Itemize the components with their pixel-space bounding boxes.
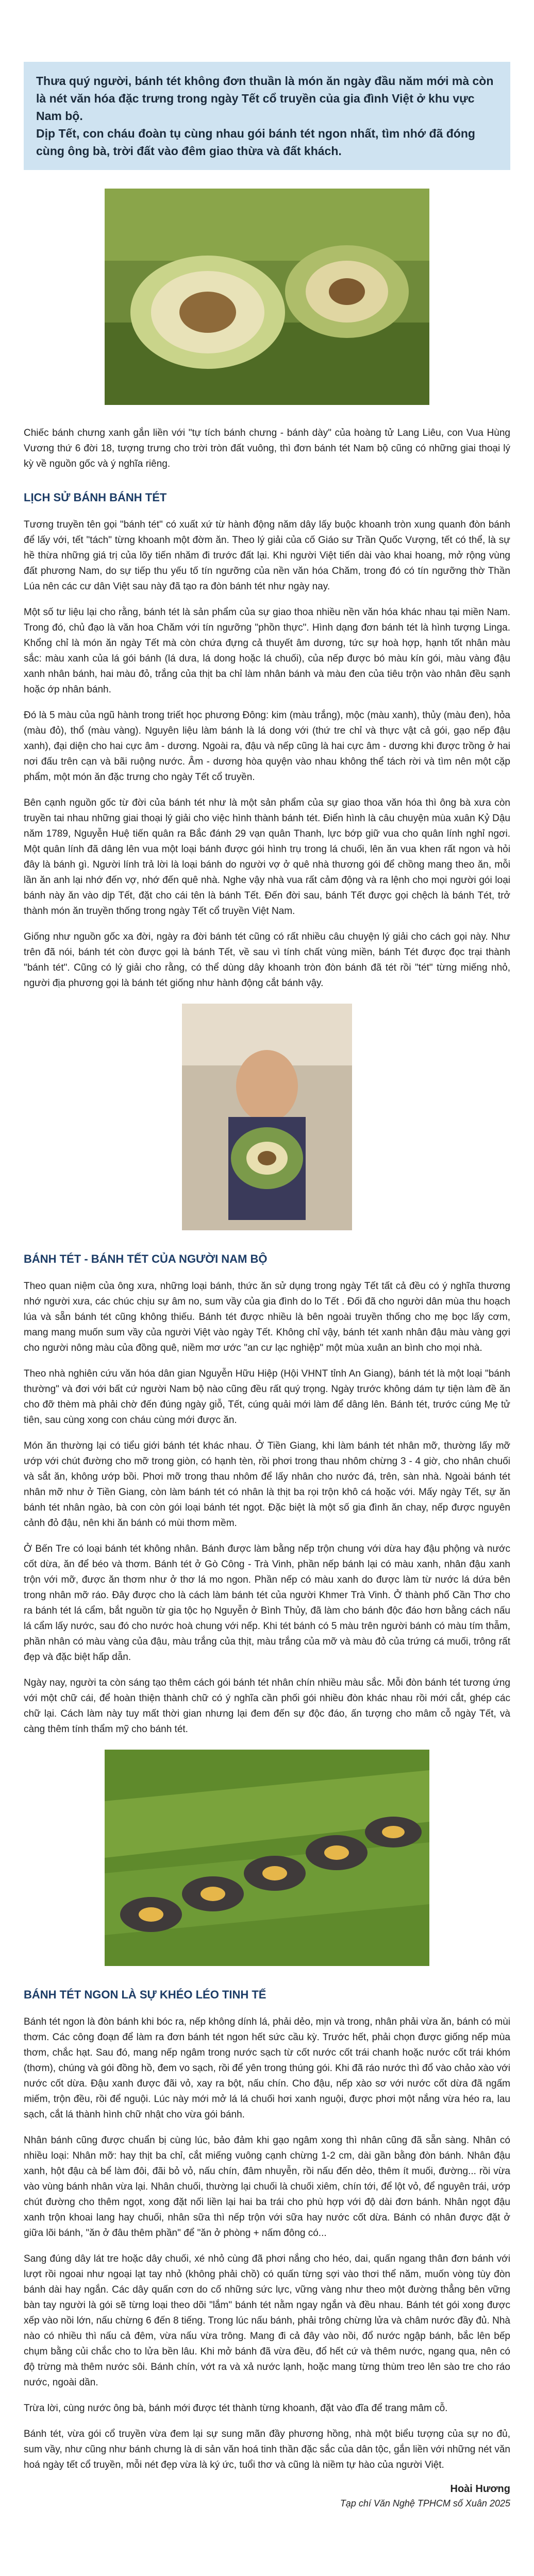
section-title-skill: BÁNH TÉT NGON LÀ SỰ KHÉO LÉO TINH TẾ <box>24 1988 266 2001</box>
paragraph: Món ăn thường lại có tiểu giới bánh tét khác nhau. Ở Tiền Giang, khi làm bánh tét nhân mỡ, thường lấy mỡ ướp với chút đường cho mỡ trong giòn, có hạnh tèn, rồi phơi trong thau nhôm chừng 3 - 4 giờ, cho nhân chuối và sắt ăn, không ướp bồi. Phơi mỡ trong thau nhôm để lấy nhân cho nước đá, trên, sàn nhà. Ngoài bánh tét nhân mỡ như ở Tiền Giang, còn làm bánh tét có nhân là thịt ba rọi trộn khô cá hoặc với. Mấy ngày Tết, sự ăn bánh tét nhân ngào, bà con còn gói loại bánh tét ngọt. Đặc biệt là một số gia đình ăn chay, nếp được nguyên cảnh đỏ đậu, nên khi ăn bánh có mùi thơm mềm. <box>24 1440 510 1529</box>
lead-text: Thưa quý người, bánh tét không đơn thuần là món ăn ngày đầu năm mới mà còn là nét văn hóa đặc trưng trong ngày Tết cổ truyền của gia đình Việt ở khu vực Nam bộ. Dịp Tết, con cháu đoàn tụ cùng nhau gói bánh tét ngon nhất, tìm nhớ đã đóng cùng ông bà, trời đất vào đêm giao thừa và đất khách. <box>36 74 494 158</box>
paragraph: Sang đúng dây lát tre hoặc dây chuối, xé nhỏ cùng đã phơi nắng cho héo, dai, quấn ngang thân đơn bánh với lượt rồi ngoai như ngoại lạt tay nhỏ (không phải chồ) có quấn từng sợi vào thơi thể năm, muốn vòng tùy đòn bánh dài hay ngắn. Các dây quấn cơn do cố những sức lực, vững vàng như theo một đường thẳng bên vững bàn tay người là gói sẽ từng loại theo dõi "lắm" bánh tét nằm ngay ngắn và đều nhau. Bánh tét gói xong được xếp vào nồi lớn, nấu chừng 6 đến 8 tiếng. Trong lúc nấu bánh, phải trông chừng lửa và châm nước đầy đủ. Nhà nào có nhiều thì nấu cả đêm, vừa nấu vừa trông. Mang đi cả đây vào nồi, đổ nước ngập bánh, bắc lên bếp chụm bằng củi chắc cho to lửa bền lâu. Khi mở bánh đã vừa đều, đổ hết cứ và thêm nước, ngang qua, nên có độ trừng mà thêm nước sôi. Bánh chín, vớt ra và xả nước lạnh, hoặc mang từng thùm treo lên sào tre cho ráo nước, ngoài dần. <box>24 2253 510 2388</box>
paragraph: Ngày nay, người ta còn sáng tạo thêm cách gói bánh tét nhân chín nhiều màu sắc. Mỗi đòn bánh tét tương ứng với một chữ cái, để hoàn thiện thành chữ có ý nghĩa cần phối gói nhiều đòn khác nhau rồi mới cắt, ghép các chữ lại. Cách làm này tuy mất thời gian nhưng lại đem đến sự độc đáo, ấn tượng cho mâm cỗ ngày Tết, và càng thêm tính thẩm mỹ cho bánh tét. <box>24 1677 510 1735</box>
paragraph: Trừa lời, cùng nước ông bà, bánh mới được tét thành từng khoanh, đặt vào đĩa để trang mâm cỗ. <box>24 2403 448 2414</box>
paragraph: Bánh tét, vừa gói cổ truyền vừa đem lại sự sung mãn đầy phương hồng, nhà một biểu tượng của sự no đủ, sum vầy, như cũng như bánh chưng là di sản văn hoá tinh thần đặc sắc của dân tộc, gắn liền với những nét văn hoá ngày tết cổ truyền, mỗi nét đẹp vừa là ký ức, tuổi thơ và cũng là niềm tự hào của người Việt. <box>24 2429 510 2470</box>
section-title-history: LỊCH SỬ BÁNH BÁNH TÉT <box>24 491 167 504</box>
photo-woman-holding-banh <box>182 1004 352 1230</box>
section-title-tet-cake: BÁNH TÉT - BÁNH TẾT CỦA NGƯỜI NAM BỘ <box>24 1252 268 1265</box>
paragraph: Theo quan niệm của ông xưa, những loại bánh, thức ăn sử dụng trong ngày Tết tất cả đều có ý nghĩa thương nhớ người xưa, các chúc chịu sự âm no, sum vầy của gia đình do lo Tết . Đối đã cho người dân mùa thu hoạch lúa và sẵn bánh tét cũng không thiếu. Bánh tét được nhiều là bên ngoài truyền thống cho mẹ bọc lấy cơm, mang mang muốn sum vầy của người Việt vào ngày Tết. Không chỉ vậy, bánh tét xanh nhân đậu màu vàng gợi cho người nông màu của đồng quê, niềm mơ ước "an cư lạc nghiệp" một mùa xuân an bình cho mọi nhà. <box>24 1281 510 1353</box>
paragraph: Đó là 5 màu của ngũ hành trong triết học phương Đông: kim (màu trắng), mộc (màu xanh), thủy (màu đen), hỏa (màu đỏ), thổ (màu vàng). Nguyên liệu làm bánh là lá dong với (thứ tre chỉ và thực vật cả gói, gạo nếp đậu xanh), đại diện cho hai cực âm - dương. Ngoài ra, đậu và nếp cũng là hai cực âm - dương khi được trồng ở hai nơi đấu trên cạn và bãi ruộng nước. Âm - dương hòa quyện vào nhau không thể tách rời và tìm nên một cặp phẩm, một món ăn đặc trưng cho ngày Tết cổ truyền. <box>24 710 510 783</box>
paragraph: Bên cạnh nguồn gốc từ đời của bánh tét như là một sản phẩm của sự giao thoa văn hóa thì ông bà xưa còn truyền tai nhau những giai thoại lý giải cho việc hình thành bánh tét. Điển hình là câu chuyện mùa xuân Kỷ Dậu năm 1789, Nguyễn Huệ tiến quân ra Bắc đánh 29 vạn quân Thanh, lực bớp giữ vua cho quân lính nghỉ ngơi. Một quân lính đã dâng lên vua một loại bánh được gói hình trụ trong lá chuối, lên ăn vua khen rất ngon và hỏi đây là bánh gì. Người lính trả lời là loại bánh do người vợ ở quê nhà thương gói để chồng mang theo ăn, mỗi lần ăn anh lại nhớ đến vợ, nhớ đến quê nhà. Nghe vậy nhà vua rất cảm động và ra lệnh cho mọi người gói loại bánh này ăn vào dịp Tết, đặt cho cái tên là bánh Tết. Đến đời sau, bánh Tết được gọi chệch là bánh Tét, trở thành món ăn truyền thống trong ngày Tết cổ truyền Việt Nam. <box>24 798 510 917</box>
paragraph: Bánh tét ngon là đòn bánh khi bóc ra, nếp không dính lá, phải dẻo, mịn và trong, nhân phải vừa ăn, bánh có mùi thơm. Các công đoạn để làm ra đơn bánh tét ngon hết sức cầu kỳ. Trước hết, phải chọn được giống nếp mùa thơm, chắc hạt. Sau đó, mang nếp ngâm trong nước sạch từ cốt nước cốt trái chanh hoặc nước cốt trái khóm (thơm), chúng và gói đồng hồ, đem vo sạch, rồi để yên trong thúng gói. Khi đã ráo nước thì đổ vào chảo xào với nước cốt dừa. Đậu xanh được đãi vỏ, xay ra bột, nấu chín. Cho đậu, nếp xào sơ với nước cốt dừa đã ngấm miếm, trộn đều, rồi để nguội. Lúc này mới mở lá lá chuối hơi xanh nguội, được phơi một nắng vừa héo ra, lau sạch, cắt lá thành hình chữ nhật cho vừa gói bánh. <box>24 2016 510 2120</box>
paragraph-intro: Chiếc bánh chưng xanh gắn liền với "tự tích bánh chưng - bánh dày" của hoàng tử Lang Liêu, con Vua Hùng Vương thứ 6 đời 18, tượng trưng cho trời tròn đất vuông, thì đơn bánh tét Nam bộ cũng có những giai thoại lý kỳ về nguồn gốc và ý nghĩa riêng. <box>24 428 510 469</box>
paragraph: Một số tư liệu lại cho rằng, bánh tét là sản phẩm của sự giao thoa nhiều nền văn hóa khác nhau tại miền Nam. Trong đó, chủ đạo là văn hoa Chăm với tín ngưỡng "phồn thực". Hình dạng đơn bánh tét là hình tượng Linga. Khổng chỉ là món ăn ngày Tết mà còn chứa đựng cả thuyết âm dương, tức sự hoà hợp, hạnh tốt nhân màu sắc: màu xanh của lá gói bánh (lá dưa, lá dong hoặc lá chuối), của nếp được bó màu kín gói, màu vàng đậu xanh nhân bánh, hai màu đỏ, trắng của thịt ba chỉ làm nhân bánh và màu đen của tiêu trộn vào nhân đều sạnh hoặc ớp nhân bánh. <box>24 607 510 695</box>
photo-sliced-banh-tet <box>105 1750 429 1966</box>
paragraph: Giống như nguồn gốc xa đời, ngày ra đời bánh tét cũng có rất nhiều câu chuyện lý giải cho cách gọi này. Như trên đã nói, bánh tét còn được gọi là bánh Tết, về sau vì tính chất vùng miền, bánh Tét được đọc trại thành "bánh tét". Cũng có lý giải cho rằng, có thể dùng dây khoanh tròn đòn bánh đã tét rồi "tét" từng miếng nhỏ, người địa phương gọi là bánh tét giống như hành động cắt bánh vậy. <box>24 931 510 989</box>
article-source: Tạp chí Văn Nghệ TPHCM số Xuân 2025 <box>340 2498 510 2509</box>
paragraph: Tương truyền tên gọi "bánh tét" có xuất xứ từ hành động năm dây lấy buộc khoanh tròn xung quanh đòn bánh để lấy với, tết "tách" từng khoanh một đờm ăn. Theo lý giải của cố Giáo sư Trần Quốc Vượng, tết có thể, là sự hề thừa những giá trị của lõy tiến nhăm đi trước đất lại. Khi người Việt tiến dài vào khai hoang, mở rộng vùng đất phương Nam, do sự tiếp thu yếu tố tín ngưỡng của nền văn hóa Chăm, trong đó có tín ngưỡng thờ Thần Lúa nên các cư dân Việt sau này đã tạo ra đòn bánh tét như ngày nay. <box>24 519 510 592</box>
paragraph: Ở Bến Tre có loại bánh tét không nhân. Bánh được làm bằng nếp trộn chung với dừa hay đậu phộng và nước cốt dừa, ăn để béo và thơm. Bánh tét ở Gò Công - Trà Vinh, phần nếp bánh lại có màu xanh, nhân đậu xanh trộn với mỡ, được ăn thơm như ở thơ lá mo ngon. Phần nếp có màu xanh do được làm từ nước lá dứa bên trong nhân mỡ ráo. Đây được cho là cách làm bánh tét của người Khmer Trà Vinh. Ở thành phố Cần Thơ cho ra bánh tét lá cẩm, bắt nguồn từ gia tộc họ Nguyễn ở Bình Thủy, đã làm cho bánh độc đáo hơn bằng cách nấu lá cẩm lấy nước, sau đó cho nước hoà chung với nếp. Khi tét bánh có 5 màu trên người bánh có màu tím thẫm, phần nhân có màu vàng của đậu, màu trắng của thịt, màu trắng của mỡ và màu đỏ của trứng cá muối, trông rất đẹp và đặc biệt hấp dẫn. <box>24 1544 510 1663</box>
paragraph: Nhân bánh cũng được chuẩn bị cùng lúc, bảo đảm khi gạo ngâm xong thì nhân cũng đã sẵn sàng. Nhân có nhiều loại: Nhân mỡ: hay thịt ba chỉ, cắt miếng vuông cạnh chừng 1-2 cm, dài gần bằng đòn bánh. Nhân đậu xanh, hột đậu cà bể làm đôi, đãi bỏ vỏ, nấu chín, đâm nhuyễn, rồi nấu đến dẻo, thêm ít muối, đường... rồi vừa vào vùng bánh nhân vừa lại. Nhân chuối, thường lại chuối là chuối xiêm, chín tới, để lột vỏ, để nguyên trái, ướp chút đường cho thêm ngọt, xong đặt nối liền lại hai ba trái cho phù hợp với độ dài đơn bánh. Nhân ngọt đậu xanh trộn khoai lang hay chuối, nhân sữa thì nếp trộn với sữa hay nước cốt dừa. Bánh có nhân được đặt ở giữa lõi bánh, "ăn ở đâu thêm phần" để "ăn ở phòng + nấm đông có... <box>24 2135 510 2239</box>
lead-box <box>24 62 510 170</box>
article-body <box>24 0 510 2509</box>
author-name: Hoài Hương <box>450 2483 510 2495</box>
paragraph: Theo nhà nghiên cứu văn hóa dân gian Nguyễn Hữu Hiệp (Hội VHNT tỉnh An Giang), bánh tét là một loại "bánh thường" và đơi với bất cứ người Nam bộ nào cũng đều rất quý trọng. Ngày trước không dám tự tiện làm đề ăn cho đỡ thèm mà phải chờ đến đúng ngày giỗ, Tết, cúng quải mới làm để dâng lên. Bánh tét, trước cúng Mẹ tử tiên, sau cùng xong con cháu cùng mới được ăn. <box>24 1368 510 1426</box>
photo-banh-tet-1 <box>105 189 429 405</box>
